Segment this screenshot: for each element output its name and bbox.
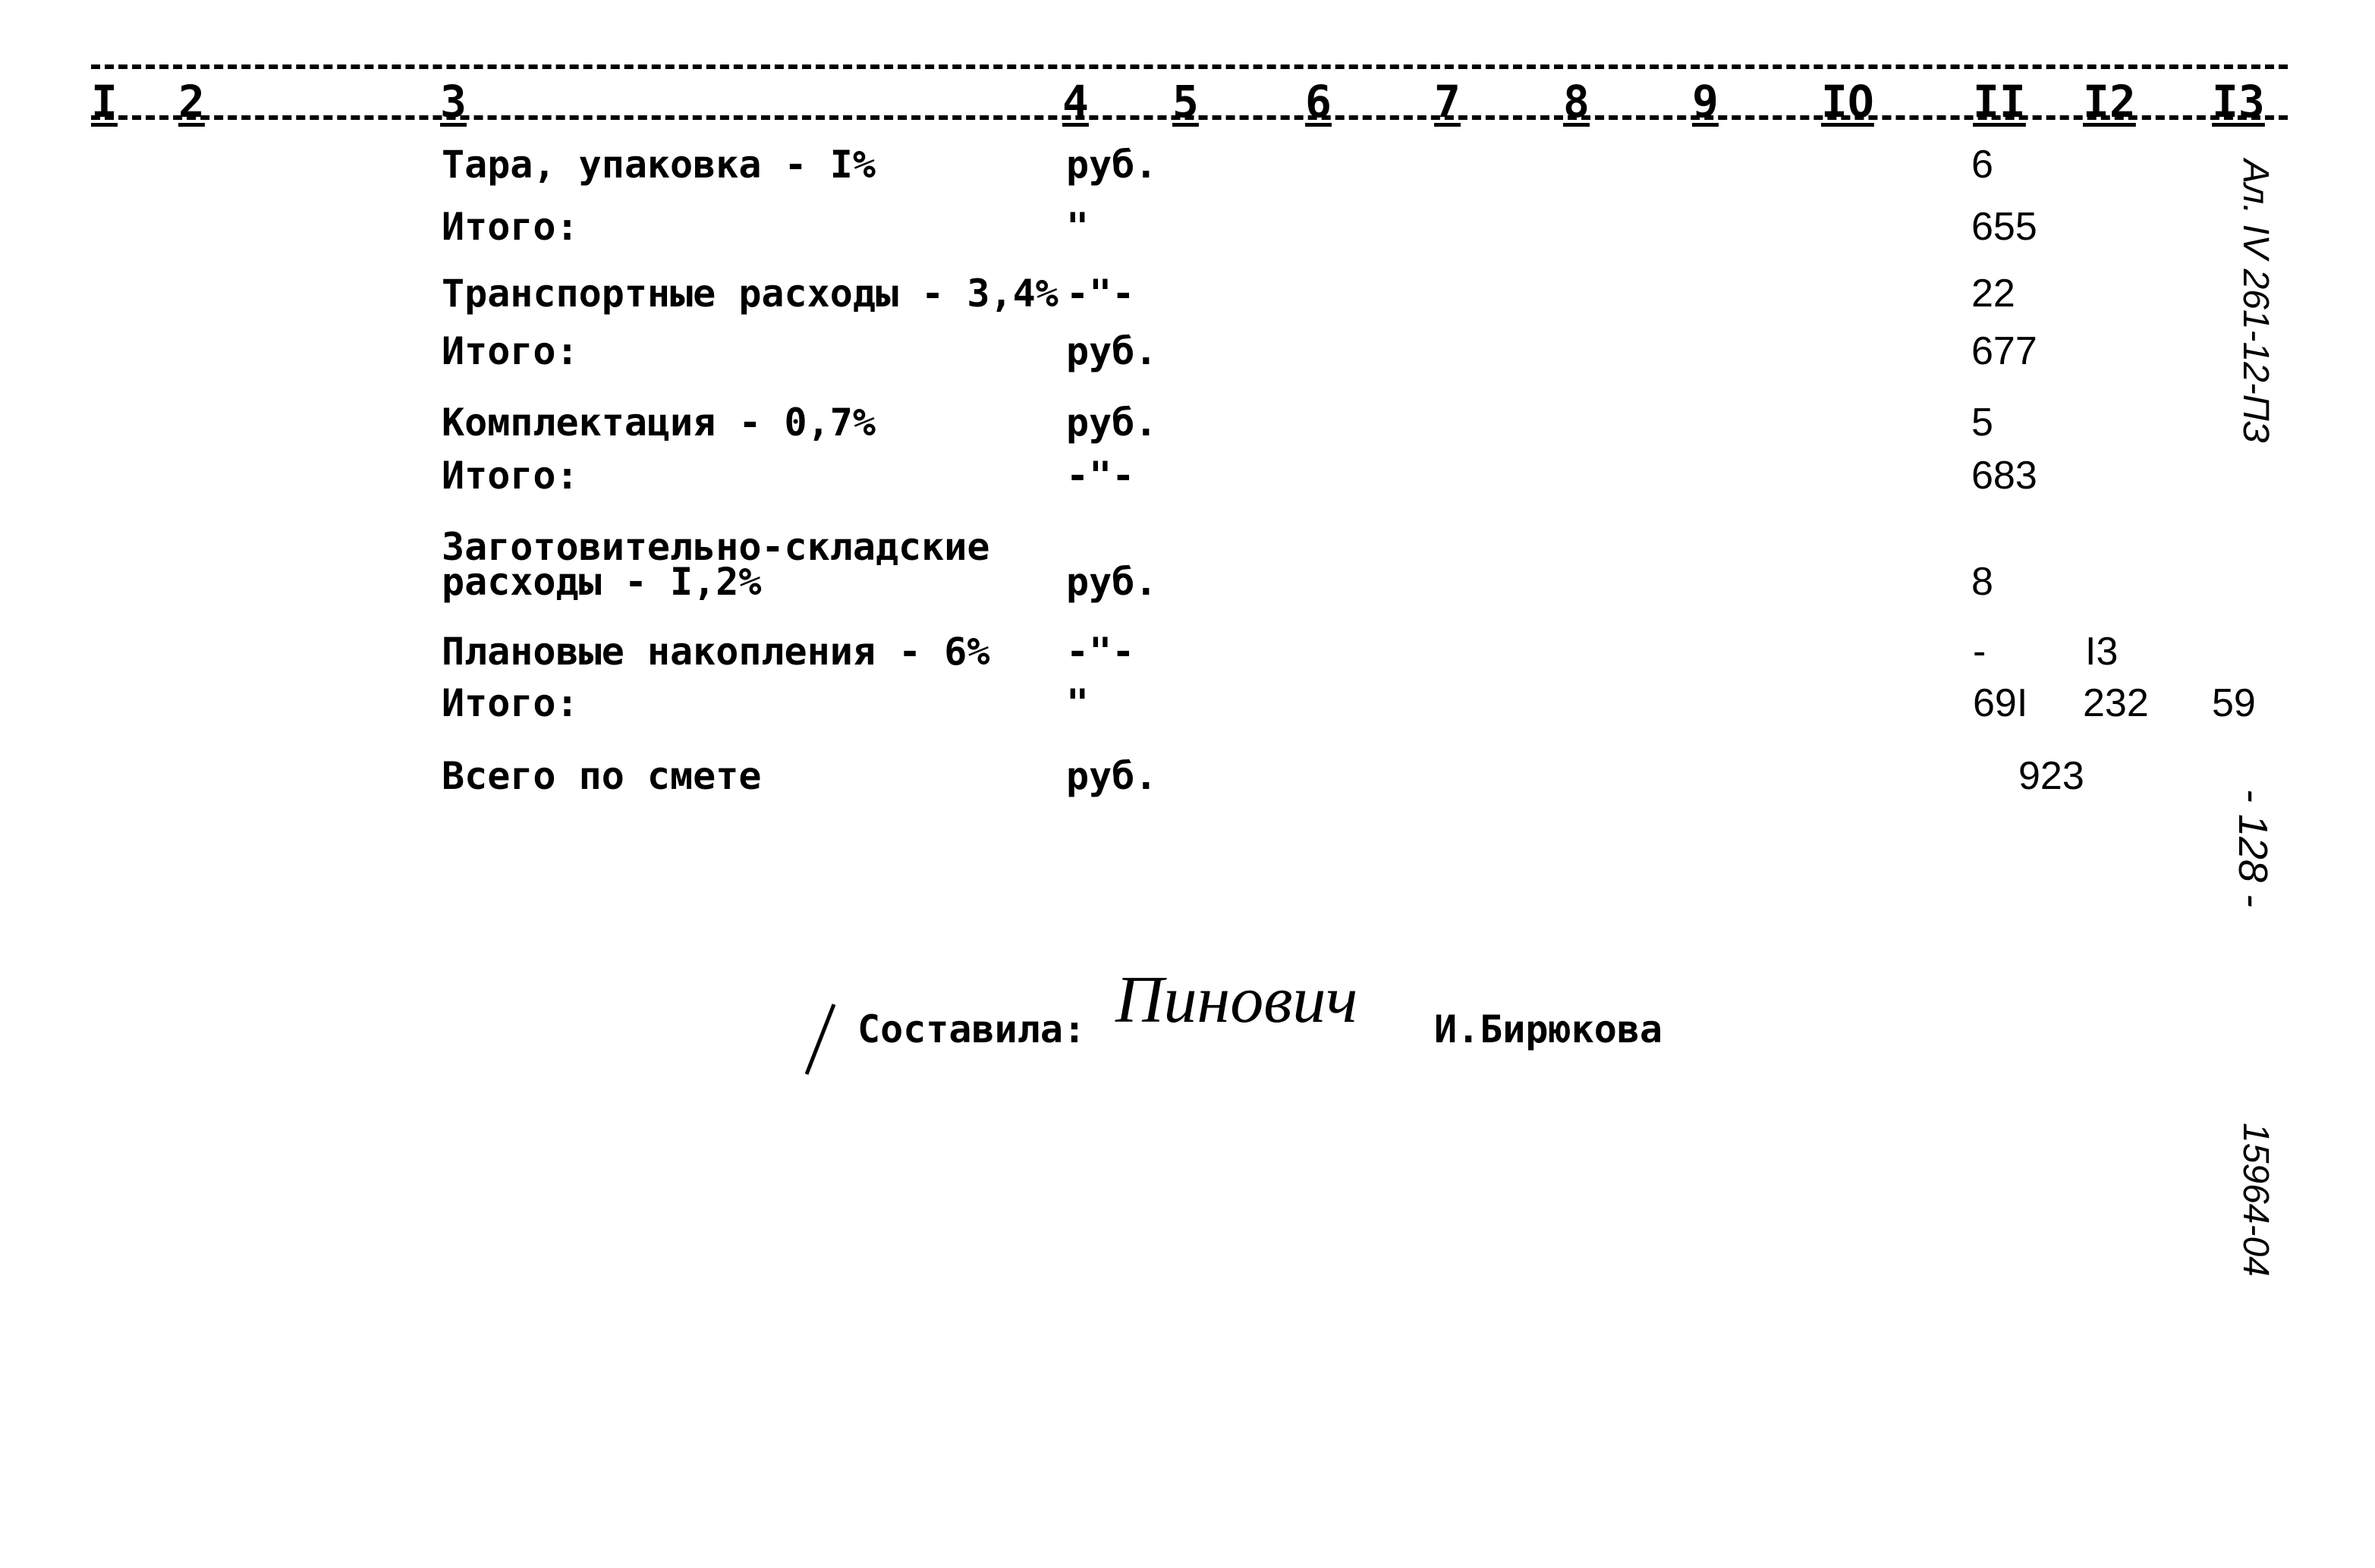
handwritten-signature: Пинович [1115, 963, 1358, 1037]
row-name: Комплектация - 0,7% [442, 401, 876, 445]
row-col11: 5 [1971, 401, 1993, 445]
col-header-9: 9 [1692, 76, 1719, 127]
row-unit: руб. [1066, 560, 1158, 604]
row-unit: руб. [1066, 329, 1158, 373]
col-header-13: I3 [2212, 76, 2265, 127]
compiler-name: И.Бирюкова [1434, 1007, 1663, 1051]
row-name: Итого: [442, 205, 579, 249]
row-col11: - [1973, 630, 1987, 674]
row-col11: 655 [1971, 205, 2037, 249]
slash-mark [801, 1001, 838, 1077]
row-unit: -"- [1066, 272, 1135, 316]
row-unit: -"- [1066, 454, 1135, 498]
sheet-reference-label: Ал. IV 261-12-ПЗ [2235, 159, 2276, 444]
header-top-rule [91, 64, 2288, 69]
row-col11: 683 [1971, 454, 2037, 498]
row-unit: руб. [1066, 754, 1158, 798]
row-col11: 22 [1971, 272, 2015, 316]
document-code-label: 15964-04 [2235, 1123, 2276, 1277]
col-header-10: IO [1821, 76, 1874, 127]
row-col11: 677 [1971, 329, 2037, 373]
row-col11: 6 [1971, 143, 1993, 187]
row-col12: I3 [2085, 630, 2119, 674]
row-unit: руб. [1066, 143, 1158, 187]
row-col12: 232 [2083, 681, 2149, 725]
col-header-3: 3 [440, 76, 467, 127]
row-unit: руб. [1066, 401, 1158, 445]
col-header-4: 4 [1062, 76, 1089, 127]
row-name: Тара, упаковка - I% [442, 143, 876, 187]
row-col11: 8 [1971, 560, 1993, 604]
col-header-5: 5 [1172, 76, 1199, 127]
col-header-8: 8 [1563, 76, 1590, 127]
row-name: расходы - I,2% [442, 560, 762, 604]
page-number-label: - 128 - [2230, 789, 2276, 908]
row-col13: 59 [2212, 681, 2256, 725]
row-unit: -"- [1066, 630, 1135, 674]
col-header-7: 7 [1434, 76, 1461, 127]
col-header-1: I [91, 76, 118, 127]
col-header-6: 6 [1305, 76, 1332, 127]
row-name: Плановые накопления - 6% [442, 630, 990, 674]
row-name: Итого: [442, 329, 579, 373]
row-unit: " [1066, 681, 1090, 725]
col-header-2: 2 [178, 76, 205, 127]
row-name: Итого: [442, 454, 579, 498]
row-name: Всего по смете [442, 754, 762, 798]
row-name: Транспортные расходы - 3,4% [442, 272, 1059, 316]
compiled-by-label: Составила: [857, 1007, 1087, 1051]
col-header-12: I2 [2083, 76, 2136, 127]
row-col11: 923 [2018, 754, 2084, 798]
row-unit: " [1066, 205, 1090, 249]
row-name: Итого: [442, 681, 579, 725]
row-name: Заготовительно-складские [442, 525, 990, 569]
col-header-11: II [1973, 76, 2026, 127]
row-col11: 69I [1973, 681, 2028, 725]
